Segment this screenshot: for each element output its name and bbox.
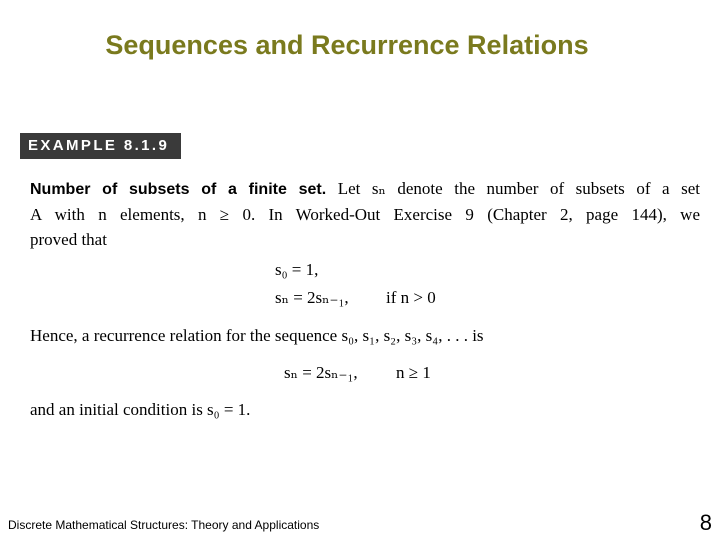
- example-heading: Number of subsets of a finite set.: [30, 181, 327, 198]
- equation-recurrence-1-condition: if n > 0: [386, 288, 436, 307]
- equation-recurrence-2: sₙ = 2sₙ₋₁,: [284, 363, 358, 382]
- equation-recurrence-1: sₙ = 2sₙ₋₁,: [275, 288, 349, 307]
- paragraph-hence: Hence, a recurrence relation for the sequence s₀, s₁, s₂, s₃, s₄, . . . is: [30, 326, 484, 345]
- intro-line-1: [30, 176, 700, 202]
- page-number: 8: [699, 510, 712, 535]
- paragraph-intro: [30, 176, 700, 252]
- equation-recurrence-2-condition: n ≥ 1: [396, 363, 431, 382]
- paragraph-initial-condition: and an initial condition is s₀ = 1.: [30, 400, 251, 419]
- footer-text: Discrete Mathematical Structures: Theory and Applications: [8, 518, 320, 532]
- example-label: EXAMPLE 8.1.9: [20, 133, 181, 159]
- equation-initial: s₀ = 1,: [275, 260, 319, 279]
- intro-line-2: A with n elements, n ≥ 0. In Worked-Out Exercise 9 (Chapter 2, page 144), we: [30, 205, 700, 224]
- intro-line-1-text: Let sₙ denote the number of subsets of a set: [337, 179, 700, 198]
- intro-line-3: proved that: [30, 230, 107, 249]
- slide-title: Sequences and Recurrence Relations: [105, 30, 589, 60]
